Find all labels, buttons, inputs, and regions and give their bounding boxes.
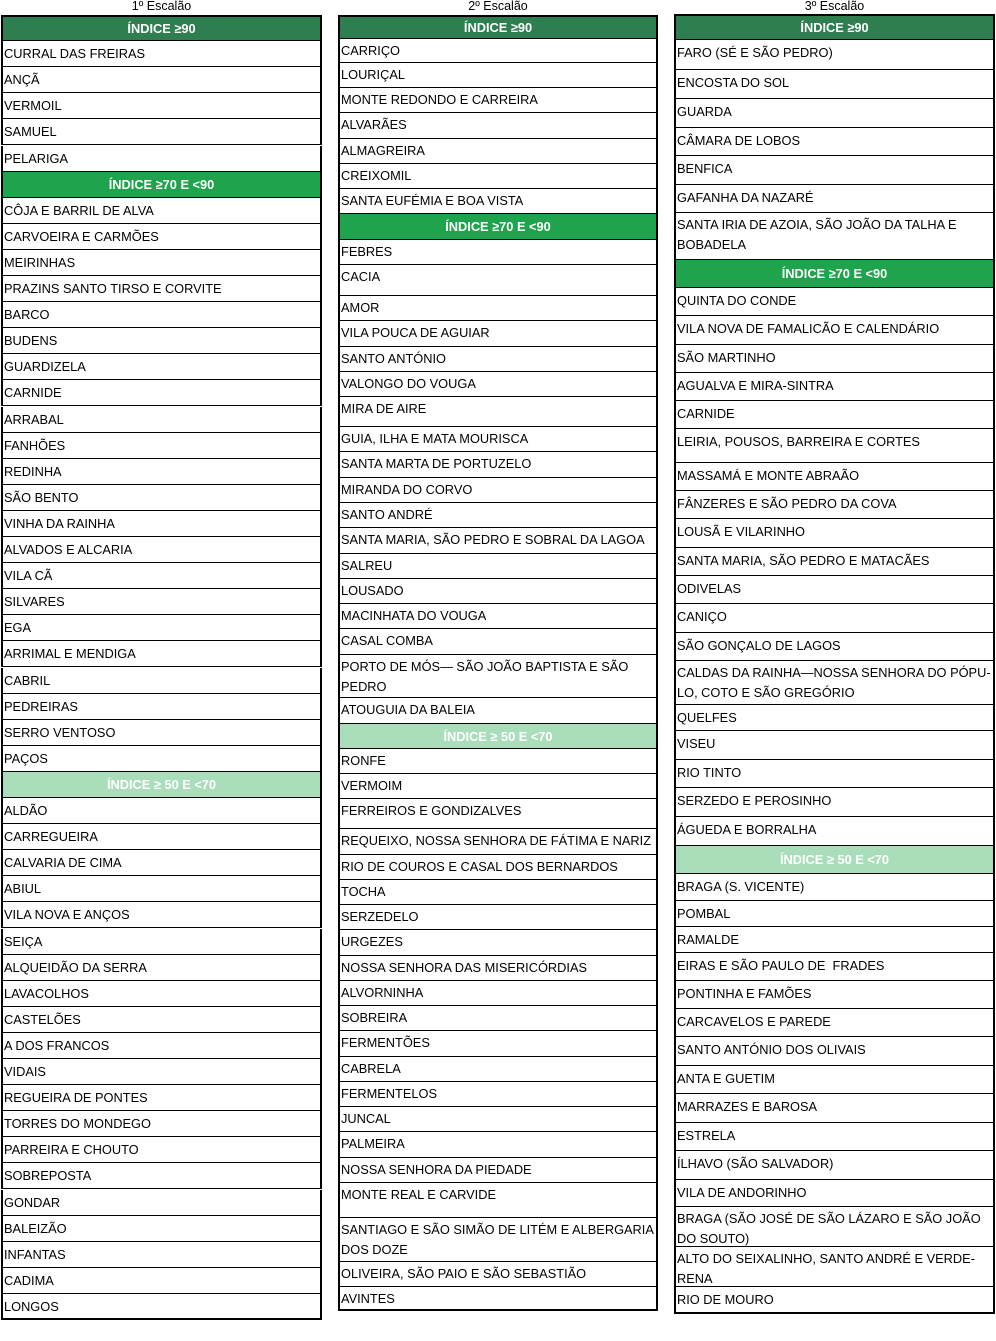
parish-cell: VIDAIS (1, 1059, 322, 1085)
parish-cell: A DOS FRANCOS (1, 1033, 322, 1059)
parish-cell: SÃO MARTINHO (674, 345, 995, 373)
parish-cell: MASSAMÁ E MONTE ABRAÃO (674, 463, 995, 491)
parish-cell: MEIRINHAS (1, 250, 322, 276)
index-header-label: ÍNDICE ≥90 (127, 21, 196, 37)
parish-cell: ALDÃO (1, 798, 322, 824)
index-header-90 (674, 14, 995, 40)
parish-cell: ÍLHAVO (SÃO SALVADOR) (674, 1151, 995, 1180)
parish-cell: SÃO GONÇALO DE LAGOS (674, 633, 995, 661)
index-header-70-90 (338, 214, 658, 240)
index-header-label: ÍNDICE ≥ 50 E <70 (443, 728, 553, 744)
parish-cell: NOSSA SENHORA DAS MISERICÓRDIAS (338, 956, 658, 981)
index-header-label: ÍNDICE ≥70 E <90 (108, 176, 215, 192)
parish-cell: SANTA MARIA, SÃO PEDRO E MATACÃES (674, 548, 995, 576)
index-header-label: ÍNDICE ≥70 E <90 (445, 219, 551, 234)
parish-cell: ESTRELA (674, 1123, 995, 1151)
parish-cell: AVINTES (338, 1287, 658, 1311)
index-header-label: ÍNDICE ≥ 50 E <70 (779, 852, 890, 867)
parish-cell: SANTA EUFÉMIA E BOA VISTA (338, 189, 658, 214)
parish-cell: PELARIGA (1, 146, 322, 172)
parish-cell: VILA DE ANDORINHO (674, 1180, 995, 1207)
parish-cell: BUDENS (1, 328, 322, 354)
parish-cell: MIRANDA DO CORVO (338, 478, 658, 503)
parish-cell: VILA POUCA DE AGUIAR (338, 321, 658, 347)
parish-cell: VINHA DA RAINHA (1, 511, 322, 537)
parish-cell: ARRIMAL E MENDIGA (1, 641, 322, 667)
index-header-50-70 (674, 846, 995, 874)
index-header-90 (338, 15, 658, 39)
parish-cell: RONFE (338, 749, 658, 774)
parish-cell: REQUEIXO, NOSSA SENHORA DE FÁTIMA E NARIZ (338, 829, 658, 855)
parish-cell: PEDREIRAS (1, 694, 322, 720)
parish-cell: LAVACOLHOS (1, 981, 322, 1007)
parish-cell: CARNIDE (674, 401, 995, 429)
parish-cell: SANTO ANTÓNIO (338, 347, 658, 372)
parish-cell: CASAL COMBA (338, 629, 658, 655)
parish-cell: CURRAL DAS FREIRAS (1, 41, 322, 67)
parish-cell: CARRIÇO (338, 39, 658, 63)
parish-cell: SAMUEL (1, 119, 322, 145)
parish-cell: PALMEIRA (338, 1132, 658, 1158)
parish-cell: SALREU (338, 554, 658, 579)
parish-cell: FANHÕES (1, 433, 322, 459)
index-header-label: ÍNDICE ≥ 50 E <70 (106, 776, 217, 792)
parish-cell: ANTA E GUETIM (674, 1066, 995, 1094)
parish-cell: JUNCAL (338, 1107, 658, 1132)
parish-cell: RIO DE COUROS E CASAL DOS BERNARDOS (338, 855, 658, 880)
parish-cell: GUARDIZELA (1, 354, 322, 380)
parish-cell: FERREIROS E GONDIZALVES (338, 799, 658, 829)
parish-cell: LOURIÇAL (338, 63, 658, 88)
parish-cell: AGUALVA E MIRA-SINTRA (674, 373, 995, 401)
parish-cell: VISEU (674, 731, 995, 760)
parish-cell: TORRES DO MONDEGO (1, 1111, 322, 1137)
parish-cell: BENFICA (674, 156, 995, 185)
parish-cell: ALVADOS E ALCARIA (1, 537, 322, 563)
parish-cell: INFANTAS (1, 1242, 322, 1268)
parish-cell: SILVARES (1, 589, 322, 615)
parish-cell: MONTE REAL E CARVIDE (338, 1183, 658, 1218)
parish-cell: ANÇÃ (1, 67, 322, 93)
parish-cell: TOCHA (338, 880, 658, 905)
parish-cell: BRAGA (SÃO JOSÉ DE SÃO LÁZARO E SÃO JOÃO DO SOUTO) (674, 1207, 995, 1247)
parish-cell: CALVARIA DE CIMA (1, 850, 322, 876)
parish-cell: ÁGUEDA E BORRALHA (674, 817, 995, 846)
parish-cell: PONTINHA E FAMÕES (674, 981, 995, 1009)
index-header-label: ÍNDICE ≥90 (463, 20, 533, 35)
parish-cell: CREIXOMIL (338, 164, 658, 189)
parish-cell: GAFANHA DA NAZARÉ (674, 185, 995, 213)
parish-cell: RIO DE MOURO (674, 1287, 995, 1314)
parish-cell: ALMAGREIRA (338, 139, 658, 164)
parish-cell: MARRAZES E BAROSA (674, 1094, 995, 1123)
parish-cell: CABRIL (1, 668, 322, 694)
parish-cell: POMBAL (674, 901, 995, 927)
parish-cell: ALVORNINHA (338, 981, 658, 1006)
parish-cell: ALTO DO SEIXALINHO, SANTO ANDRÉ E VERDE- RENA (674, 1247, 995, 1287)
parish-cell: LONGOS (1, 1294, 322, 1320)
parish-cell: BARCO (1, 302, 322, 328)
parish-cell: CASTELÕES (1, 1007, 322, 1033)
parish-cell: CARREGUEIRA (1, 824, 322, 850)
parish-cell: ATOUGUIA DA BALEIA (338, 698, 658, 724)
parish-cell: CALDAS DA RAINHA—NOSSA SENHORA DO PÓPU- LO, COTO E SÃO GREGÓRIO (674, 661, 995, 705)
parish-cell: SOBREIRA (338, 1006, 658, 1031)
parish-cell: SERZEDELO (338, 905, 658, 930)
parish-cell: CÂMARA DE LOBOS (674, 128, 995, 156)
parish-cell: VILA CÃ (1, 563, 322, 589)
parish-cell: PAÇOS (1, 746, 322, 772)
parish-cell: SEIÇA (1, 929, 322, 955)
parish-cell: OLIVEIRA, SÃO PAIO E SÃO SEBASTIÃO (338, 1262, 658, 1287)
parish-cell: RIO TINTO (674, 760, 995, 788)
parish-cell: LOUSADO (338, 579, 658, 604)
column-title: 2º Escalão (468, 0, 528, 13)
parish-cell: ODIVELAS (674, 576, 995, 604)
parish-cell: CACIA (338, 265, 658, 296)
parish-cell: AMOR (338, 296, 658, 321)
parish-cell: MONTE REDONDO E CARREIRA (338, 88, 658, 113)
parish-cell: BALEIZÃO (1, 1216, 322, 1242)
parish-cell: GUARDA (674, 99, 995, 128)
parish-cell: CÔJA E BARRIL DE ALVA (1, 198, 322, 224)
parish-cell: LOUSÃ E VILARINHO (674, 519, 995, 548)
parish-cell: GONDAR (1, 1190, 322, 1216)
parish-cell: PARREIRA E CHOUTO (1, 1137, 322, 1163)
parish-cell: FÂNZERES E SÃO PEDRO DA COVA (674, 491, 995, 519)
parish-cell: VILA NOVA E ANÇOS (1, 902, 322, 928)
parish-cell: ENCOSTA DO SOL (674, 70, 995, 99)
parish-cell: EIRAS E SÃO PAULO DE FRADES (674, 953, 995, 981)
parish-cell: SANTA IRIA DE AZOIA, SÃO JOÃO DA TALHA E BOBADELA (674, 213, 995, 260)
parish-cell: NOSSA SENHORA DA PIEDADE (338, 1158, 658, 1183)
parish-cell: MACINHATA DO VOUGA (338, 604, 658, 629)
parish-cell: EGA (1, 615, 322, 641)
parish-cell: SERRO VENTOSO (1, 720, 322, 746)
parish-cell: FARO (SÉ E SÃO PEDRO) (674, 40, 995, 70)
parish-cell: ALQUEIDÃO DA SERRA (1, 955, 322, 981)
parish-cell: ARRABAL (1, 407, 322, 433)
parish-cell: CARNIDE (1, 380, 322, 406)
index-header-50-70 (1, 772, 322, 798)
index-header-90 (1, 15, 322, 41)
index-header-70-90 (1, 172, 322, 198)
index-header-label: ÍNDICE ≥90 (800, 20, 869, 35)
parish-cell: SÃO BENTO (1, 485, 322, 511)
parish-cell: BRAGA (S. VICENTE) (674, 874, 995, 901)
parish-cell: ALVARÃES (338, 113, 658, 139)
parish-cell: QUELFES (674, 705, 995, 731)
column-title: 3º Escalão (804, 0, 865, 13)
parish-cell: REGUEIRA DE PONTES (1, 1085, 322, 1111)
parish-cell: FERMENTELOS (338, 1082, 658, 1107)
parish-cell: CABRELA (338, 1057, 658, 1082)
parish-cell: SANTO ANTÓNIO DOS OLIVAIS (674, 1037, 995, 1066)
parish-cell: CANIÇO (674, 604, 995, 633)
parish-cell: PRAZINS SANTO TIRSO E CORVITE (1, 276, 322, 302)
parish-cell: SERZEDO E PEROSINHO (674, 788, 995, 817)
parish-cell: CADIMA (1, 1268, 322, 1294)
parish-cell: URGEZES (338, 930, 658, 956)
parish-cell: VERMOIM (338, 774, 658, 799)
parish-cell: VILA NOVA DE FAMALICÃO E CALENDÁRIO (674, 316, 995, 345)
parish-cell: QUINTA DO CONDE (674, 288, 995, 316)
parish-cell: ABIUL (1, 876, 322, 902)
parish-cell: MIRA DE AIRE (338, 397, 658, 427)
parish-cell: SANTA MARTA DE PORTUZELO (338, 452, 658, 478)
parish-cell: CARCAVELOS E PAREDE (674, 1009, 995, 1037)
parish-cell: FERMENTÕES (338, 1031, 658, 1057)
parish-cell: CARVOEIRA E CARMÕES (1, 224, 322, 250)
index-header-70-90 (674, 260, 995, 288)
parish-cell: LEIRIA, POUSOS, BARREIRA E CORTES (674, 429, 995, 463)
parish-cell: RAMALDE (674, 927, 995, 953)
parish-cell: FEBRES (338, 240, 658, 265)
parish-cell: GUIA, ILHA E MATA MOURISCA (338, 427, 658, 452)
parish-cell: PORTO DE MÓS— SÃO JOÃO BAPTISTA E SÃO PEDRO (338, 655, 658, 698)
index-header-label: ÍNDICE ≥70 E <90 (781, 266, 888, 281)
index-header-50-70 (338, 724, 658, 749)
parish-cell: VERMOIL (1, 93, 322, 119)
column-title: 1º Escalão (131, 0, 192, 13)
parish-cell: SANTA MARIA, SÃO PEDRO E SOBRAL DA LAGOA (338, 528, 658, 554)
parish-cell: SANTIAGO E SÃO SIMÃO DE LITÉM E ALBERGARIA DOS DOZE (338, 1218, 658, 1262)
parish-cell: VALONGO DO VOUGA (338, 372, 658, 397)
parish-cell: SANTO ANDRÉ (338, 503, 658, 528)
parish-cell: REDINHA (1, 459, 322, 485)
parish-cell: SOBREPOSTA (1, 1163, 322, 1189)
